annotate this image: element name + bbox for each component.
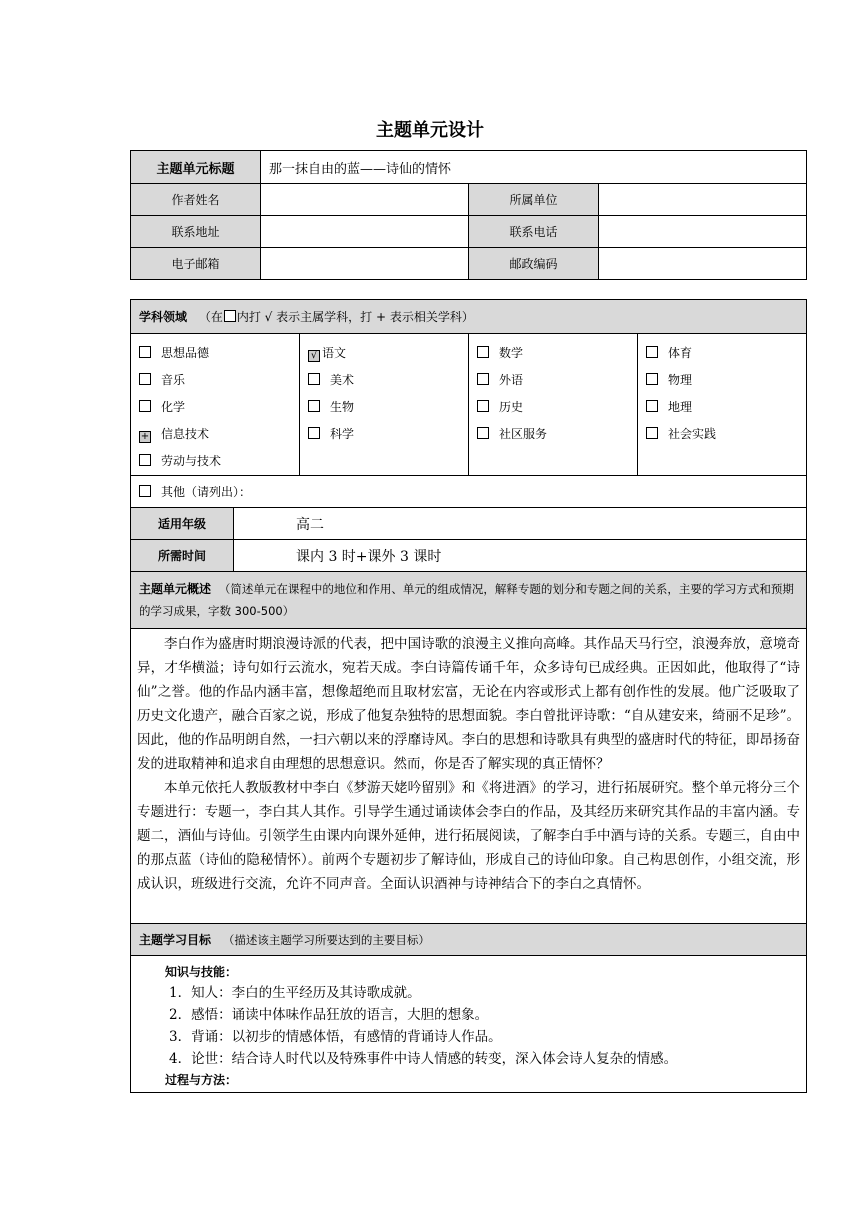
subject-item[interactable]: 社会实践 xyxy=(646,421,806,448)
process-title: 过程与方法： xyxy=(165,1073,238,1087)
unit-value[interactable] xyxy=(599,184,807,216)
checkbox-icon[interactable] xyxy=(308,427,320,439)
overview-header xyxy=(131,572,807,629)
subject-col-1 xyxy=(131,334,300,476)
checkbox-icon[interactable] xyxy=(308,373,320,385)
postcode-value[interactable] xyxy=(599,248,807,280)
author-value[interactable] xyxy=(261,184,469,216)
time-label: 所需时间 xyxy=(131,540,234,572)
address-label: 联系地址 xyxy=(131,216,261,248)
knowledge-title: 知识与技能： xyxy=(165,965,238,979)
info-table xyxy=(130,150,807,280)
author-label: 作者姓名 xyxy=(131,184,261,216)
checkbox-check-icon[interactable]: √ xyxy=(308,350,320,362)
subject-item[interactable]: 美术 xyxy=(308,367,468,394)
subject-item[interactable]: 科学 xyxy=(308,421,468,448)
subject-col-4 xyxy=(638,334,807,476)
subject-other-label: 其他（请列出）： xyxy=(161,485,252,499)
topic-value[interactable]: 那一抹自由的蓝——诗仙的情怀 xyxy=(261,151,807,184)
subject-item[interactable]: 外语 xyxy=(477,367,637,394)
checkbox-icon[interactable] xyxy=(477,373,489,385)
checkbox-plus-icon[interactable]: + xyxy=(140,431,150,442)
unit-label: 所属单位 xyxy=(469,184,599,216)
subject-item[interactable]: 思想品德 xyxy=(139,340,299,367)
goal-item: 1．知人：李白的生平经历及其诗歌成就。 xyxy=(169,985,421,1001)
overview-label: 主题单元概述 xyxy=(139,582,212,596)
subject-item[interactable]: √ 语文 xyxy=(308,340,468,367)
checkbox-icon[interactable] xyxy=(477,346,489,358)
topic-label: 主题单元标题 xyxy=(131,151,261,184)
email-value[interactable] xyxy=(261,248,469,280)
subject-col-3 xyxy=(469,334,638,476)
time-value[interactable]: 课内 3 时+课外 3 课时 xyxy=(234,540,807,572)
overview-note: （简述单元在课程中的地位和作用、单元的组成情况，解释专题的划分和专题之间的关系，主要的学习方式和预期的学习成果，字数 300-500） xyxy=(139,582,794,618)
page-title: 主题单元设计 xyxy=(376,120,484,141)
checkbox-icon[interactable] xyxy=(139,373,151,385)
overview-paragraph-2: 本单元依托人教版教材中李白《梦游天姥吟留别》和《将进酒》的学习，进行拓展研究。整个单元将分三个专题进行：专题一，李白其人其作。引导学生通过诵读体会李白的作品，及其经历来研究其作品的丰富内涵。专题二，酒仙与诗仙。引领学生由课内向课外延伸，进行拓展阅读，了解李白手中酒与诗的关系。专题三，自由中的那点蓝（诗仙的隐秘情怀）。前两个专题初步了解诗仙，形成自己的诗仙印象。自己构思创作，小组交流，形成认识，班级进行交流，允许不同声音。全面认识酒神与诗神结合下的李白之真情怀。 xyxy=(137,780,800,892)
checkbox-icon[interactable] xyxy=(646,346,658,358)
overview-paragraph-1: 李白作为盛唐时期浪漫诗派的代表，把中国诗歌的浪漫主义推向高峰。其作品天马行空，浪漫奔放，意境奇异，才华横溢；诗句如行云流水，宛若天成。李白诗篇传诵千年，众多诗句已成经典。正因如此，他取得了“诗仙”之誉。他的作品内涵丰富，想像超绝而且取材宏富，无论在内容或形式上都有创作性的发展。他广泛吸取了历史文化遗产，融合百家之说，形成了他复杂独特的思想面貌。李白曾批评诗歌：“自从建安来，绮丽不足珍”。因此，他的作品明朗自然，一扫六朝以来的浮靡诗风。李白的思想和诗歌具有典型的盛唐时代的特征，即昂扬奋发的进取精神和追求自由理想的思想意识。然而，你是否了解实现的真正情怀？ xyxy=(137,636,800,772)
subject-item[interactable]: 音乐 xyxy=(139,367,299,394)
checkbox-icon[interactable] xyxy=(139,454,151,466)
legend-box-icon xyxy=(224,310,236,322)
overview-body xyxy=(131,629,807,924)
goal-item: 4．论世：结合诗人时代以及特殊事件中诗人情感的转变，深入体会诗人复杂的情感。 xyxy=(169,1051,678,1067)
goals-label: 主题学习目标 xyxy=(139,933,212,947)
checkbox-icon[interactable] xyxy=(139,400,151,412)
subject-item[interactable]: 化学 xyxy=(139,394,299,421)
subject-item[interactable]: 社区服务 xyxy=(477,421,637,448)
checkbox-icon[interactable] xyxy=(308,400,320,412)
postcode-label: 邮政编码 xyxy=(469,248,599,280)
subject-other-row xyxy=(131,476,807,508)
phone-value[interactable] xyxy=(599,216,807,248)
subject-note-pre: （在 xyxy=(198,310,223,324)
subject-item[interactable]: 历史 xyxy=(477,394,637,421)
phone-label: 联系电话 xyxy=(469,216,599,248)
subject-item[interactable]: + 信息技术 xyxy=(140,427,210,442)
checkbox-icon[interactable] xyxy=(646,427,658,439)
checkbox-icon[interactable] xyxy=(139,346,151,358)
subject-item[interactable]: 体育 xyxy=(646,340,806,367)
goals-header xyxy=(131,924,807,956)
checkbox-icon[interactable] xyxy=(477,427,489,439)
subject-item[interactable]: 生物 xyxy=(308,394,468,421)
checkbox-icon[interactable] xyxy=(139,485,151,497)
checkbox-icon[interactable] xyxy=(646,400,658,412)
subject-note-post: 内打 √ 表示主属学科，打 + 表示相关学科） xyxy=(236,310,474,324)
subject-label: 学科领域 xyxy=(139,310,188,324)
grade-value[interactable]: 高二 xyxy=(234,508,807,540)
checkbox-icon[interactable] xyxy=(646,373,658,385)
subject-header xyxy=(131,300,807,334)
goal-item: 3．背诵：以初步的情感体悟，有感情的背诵诗人作品。 xyxy=(169,1029,502,1045)
grade-label: 适用年级 xyxy=(131,508,234,540)
goals-body xyxy=(131,956,807,1093)
subject-item[interactable]: 物理 xyxy=(646,367,806,394)
subject-col-2 xyxy=(300,334,469,476)
goal-item: 2．感悟：诵读中体味作品狂放的语言，大胆的想象。 xyxy=(169,1007,489,1023)
address-value[interactable] xyxy=(261,216,469,248)
checkbox-icon[interactable] xyxy=(477,400,489,412)
subject-item[interactable]: 数学 xyxy=(477,340,637,367)
goals-note: （描述该主题学习所要达到的主要目标） xyxy=(222,933,430,947)
subject-item[interactable]: 地理 xyxy=(646,394,806,421)
subject-item[interactable]: 劳动与技术 xyxy=(139,448,299,475)
email-label: 电子邮箱 xyxy=(131,248,261,280)
design-table xyxy=(130,299,807,1093)
